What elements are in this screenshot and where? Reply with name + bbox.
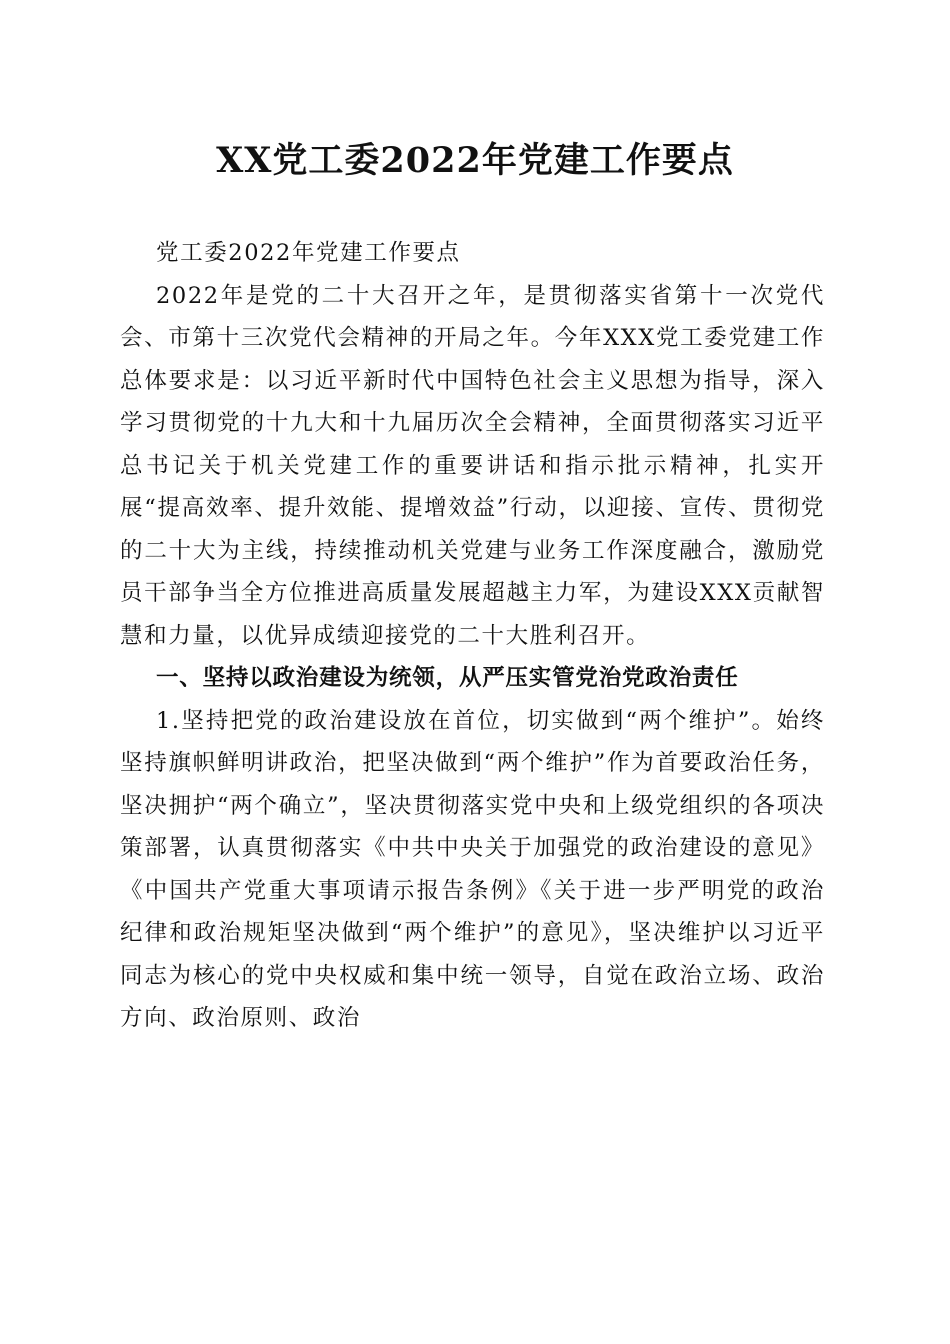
intro-paragraph: 2022年是党的二十大召开之年，是贯彻落实省第十一次党代会、市第十三次党代会精神的开局之年。今年XXX党工委党建工作总体要求是：以习近平新时代中国特色社会主义思想为指导，深入学习贯彻党的十九大和十九届历次全会精神，全面贯彻落实习近平总书记关于机关党建工作的重要讲话和指示批示精神，扎实开展“提高效率、提升效能、提增效益”行动，以迎接、宣传、贯彻党的二十大为主线，持续推动机关党建与业务工作深度融合，激励党员干部争当全方位推进高质量发展超越主力军，为建设XXX贡献智慧和力量，以优异成绩迎接党的二十大胜利召开。 — [120, 282, 825, 649]
document-title: XX党工委2022年党建工作要点 — [216, 140, 734, 181]
section-heading: 一、坚持以政治建设为统领，从严压实管党治党政治责任 — [156, 665, 739, 691]
document-body — [120, 232, 825, 1040]
subtitle-paragraph: 党工委2022年党建工作要点 — [156, 240, 461, 266]
section-paragraph: 1.坚持把党的政治建设放在首位，切实做到“两个维护”。始终坚持旗帜鲜明讲政治，把坚决做到“两个维护”作为首要政治任务，坚决拥护“两个确立”，坚决贯彻落实党中央和上级党组织的各项决策部署，认真贯彻落实《中共中央关于加强党的政治建设的意见》《中国共产党重大事项请示报告条例》《关于进一步严明党的政治纪律和政治规矩坚决做到“两个维护”的意见》，坚决维护以习近平同志为核心的党中央权威和集中统一领导，自觉在政治立场、政治方向、政治原则、政治 — [120, 707, 825, 1031]
